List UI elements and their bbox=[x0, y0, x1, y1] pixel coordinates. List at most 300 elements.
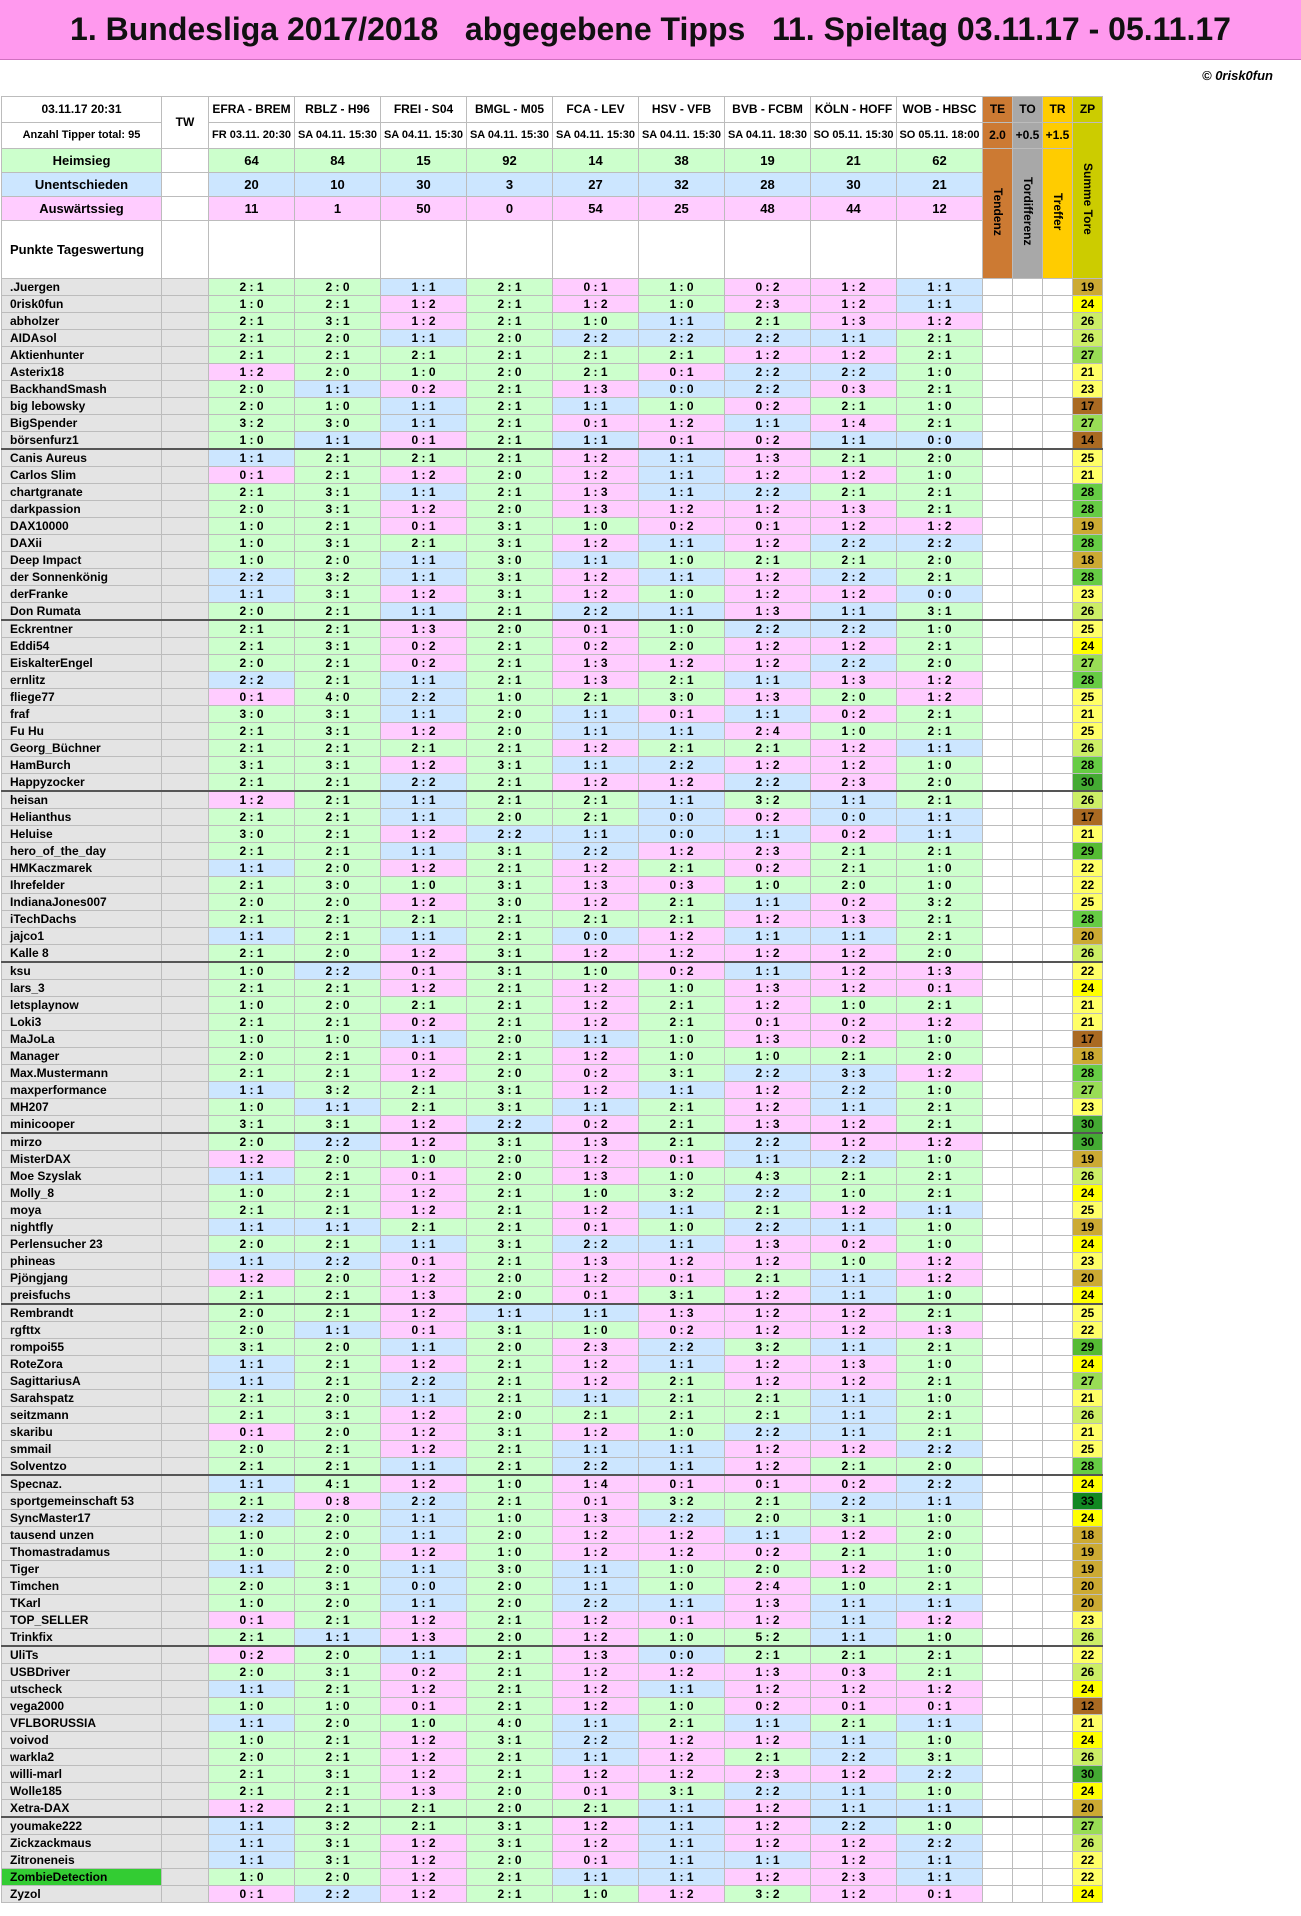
tip-cell: 1 : 2 bbox=[553, 894, 639, 911]
bonus-cell bbox=[1043, 655, 1073, 672]
tip-cell: 1 : 2 bbox=[725, 586, 811, 603]
tip-cell: 1 : 1 bbox=[897, 740, 983, 757]
player-name: RoteZora bbox=[2, 1356, 162, 1373]
tip-cell: 1 : 1 bbox=[381, 552, 467, 569]
tip-cell: 0 : 1 bbox=[209, 689, 295, 706]
table-row bbox=[2, 279, 1103, 296]
tip-cell: 2 : 1 bbox=[811, 1168, 897, 1185]
tip-cell: 1 : 0 bbox=[381, 364, 467, 381]
tip-cell: 1 : 1 bbox=[381, 569, 467, 586]
tip-cell: 1 : 2 bbox=[381, 894, 467, 911]
tw-cell bbox=[162, 1424, 209, 1441]
bonus-cell bbox=[1013, 689, 1043, 706]
tw-cell bbox=[162, 945, 209, 963]
tip-cell: 2 : 1 bbox=[639, 1014, 725, 1031]
tip-cell: 2 : 0 bbox=[467, 1168, 553, 1185]
tip-cell: 2 : 1 bbox=[295, 980, 381, 997]
tip-cell: 2 : 1 bbox=[295, 1014, 381, 1031]
bonus-cell bbox=[983, 296, 1013, 313]
tip-cell: 3 : 1 bbox=[209, 1339, 295, 1356]
tip-cell: 1 : 2 bbox=[725, 501, 811, 518]
tip-cell: 1 : 1 bbox=[639, 723, 725, 740]
zp-cell: 24 bbox=[1073, 1886, 1103, 1903]
tw-cell bbox=[162, 620, 209, 638]
bonus-cell bbox=[1043, 1304, 1073, 1322]
bonus-cell bbox=[1043, 569, 1073, 586]
bonus-cell bbox=[983, 1356, 1013, 1373]
tip-cell: 1 : 0 bbox=[725, 1048, 811, 1065]
tip-cell: 0 : 2 bbox=[553, 1116, 639, 1134]
table-row bbox=[2, 449, 1103, 467]
tip-cell: 1 : 1 bbox=[897, 279, 983, 296]
tip-cell: 3 : 1 bbox=[295, 1664, 381, 1681]
zp-cell: 27 bbox=[1073, 1082, 1103, 1099]
tip-cell: 1 : 2 bbox=[553, 1270, 639, 1287]
tip-cell: 2 : 2 bbox=[295, 1253, 381, 1270]
tip-cell: 1 : 1 bbox=[811, 1783, 897, 1800]
player-name: Zitroneneis bbox=[2, 1852, 162, 1869]
zp-cell: 12 bbox=[1073, 1698, 1103, 1715]
table-row bbox=[2, 1065, 1103, 1082]
zp-cell: 24 bbox=[1073, 1681, 1103, 1698]
tip-cell: 2 : 1 bbox=[467, 1646, 553, 1664]
player-name: maxperformance bbox=[2, 1082, 162, 1099]
tw-cell bbox=[162, 296, 209, 313]
tip-cell: 2 : 1 bbox=[897, 1646, 983, 1664]
count-draw: 20 bbox=[209, 173, 295, 197]
tip-cell: 1 : 0 bbox=[209, 518, 295, 535]
table-row bbox=[2, 1510, 1103, 1527]
zp-cell: 26 bbox=[1073, 330, 1103, 347]
bonus-cell bbox=[1043, 1629, 1073, 1647]
zp-cell: 22 bbox=[1073, 1852, 1103, 1869]
match-name: FCA - LEV bbox=[553, 97, 639, 123]
bonus-cell bbox=[1043, 432, 1073, 450]
player-name: Rembrandt bbox=[2, 1304, 162, 1322]
zp-cell: 19 bbox=[1073, 1219, 1103, 1236]
tip-cell: 1 : 2 bbox=[553, 1766, 639, 1783]
tip-cell: 2 : 0 bbox=[467, 620, 553, 638]
tw-cell bbox=[162, 1732, 209, 1749]
bonus-cell bbox=[983, 791, 1013, 809]
tip-cell: 2 : 1 bbox=[295, 843, 381, 860]
tip-cell: 1 : 1 bbox=[811, 1732, 897, 1749]
tip-cell: 2 : 0 bbox=[467, 1800, 553, 1818]
tw-cell bbox=[162, 1356, 209, 1373]
bonus-cell bbox=[1013, 877, 1043, 894]
table-row bbox=[2, 1612, 1103, 1629]
tip-cell: 1 : 0 bbox=[811, 1578, 897, 1595]
bonus-cell bbox=[983, 672, 1013, 689]
tip-cell: 2 : 3 bbox=[811, 1869, 897, 1886]
bonus-cell bbox=[983, 484, 1013, 501]
tip-cell: 1 : 2 bbox=[553, 860, 639, 877]
tw-cell bbox=[162, 1407, 209, 1424]
tip-cell: 1 : 3 bbox=[811, 313, 897, 330]
tip-cell: 2 : 1 bbox=[467, 1458, 553, 1476]
tip-cell: 0 : 1 bbox=[725, 518, 811, 535]
tip-cell: 2 : 0 bbox=[467, 706, 553, 723]
tip-cell: 1 : 0 bbox=[897, 1561, 983, 1578]
bonus-cell bbox=[1013, 638, 1043, 655]
tip-cell: 0 : 2 bbox=[811, 706, 897, 723]
bonus-cell bbox=[1013, 860, 1043, 877]
tip-cell: 1 : 3 bbox=[553, 672, 639, 689]
table-row bbox=[2, 1304, 1103, 1322]
bonus-cell bbox=[1043, 791, 1073, 809]
tip-cell: 0 : 1 bbox=[725, 1475, 811, 1493]
tip-cell: 1 : 1 bbox=[553, 826, 639, 843]
zp-cell: 29 bbox=[1073, 843, 1103, 860]
tip-cell: 1 : 1 bbox=[553, 1561, 639, 1578]
zp-cell: 28 bbox=[1073, 1458, 1103, 1476]
tw-cell bbox=[162, 1578, 209, 1595]
bonus-cell bbox=[983, 1766, 1013, 1783]
tip-cell: 2 : 0 bbox=[897, 1527, 983, 1544]
bonus-cell bbox=[983, 1339, 1013, 1356]
tip-cell: 2 : 0 bbox=[295, 860, 381, 877]
zp-cell: 26 bbox=[1073, 1629, 1103, 1647]
tw-cell bbox=[162, 791, 209, 809]
zp-cell: 26 bbox=[1073, 1835, 1103, 1852]
zp-cell: 20 bbox=[1073, 1595, 1103, 1612]
tip-cell: 1 : 0 bbox=[639, 1629, 725, 1647]
zp-cell: 22 bbox=[1073, 877, 1103, 894]
tip-cell: 0 : 2 bbox=[553, 638, 639, 655]
bonus-cell bbox=[1013, 1561, 1043, 1578]
bonus-cell bbox=[1013, 774, 1043, 792]
tip-cell: 2 : 1 bbox=[897, 415, 983, 432]
tip-cell: 2 : 1 bbox=[725, 1202, 811, 1219]
bonus-cell bbox=[983, 569, 1013, 586]
tip-cell: 2 : 0 bbox=[467, 467, 553, 484]
zp-cell: 24 bbox=[1073, 296, 1103, 313]
tip-cell: 1 : 2 bbox=[381, 826, 467, 843]
tip-cell: 1 : 0 bbox=[209, 552, 295, 569]
tip-cell: 3 : 0 bbox=[467, 894, 553, 911]
tip-cell: 1 : 2 bbox=[553, 1698, 639, 1715]
count-away: 0 bbox=[467, 197, 553, 221]
tip-cell: 1 : 3 bbox=[553, 501, 639, 518]
tw-cell bbox=[162, 655, 209, 672]
tip-cell: 2 : 2 bbox=[725, 484, 811, 501]
bonus-cell bbox=[1013, 1817, 1043, 1835]
zp-cell: 22 bbox=[1073, 1322, 1103, 1339]
zp-cell: 28 bbox=[1073, 569, 1103, 586]
bonus-cell bbox=[1043, 1031, 1073, 1048]
tip-cell: 1 : 1 bbox=[639, 1681, 725, 1698]
bonus-cell bbox=[983, 1065, 1013, 1082]
tip-cell: 1 : 0 bbox=[209, 1698, 295, 1715]
label-unentschieden: Unentschieden bbox=[2, 173, 162, 197]
count-draw: 10 bbox=[295, 173, 381, 197]
tip-cell: 2 : 1 bbox=[467, 1253, 553, 1270]
tip-cell: 2 : 1 bbox=[209, 877, 295, 894]
tip-cell: 2 : 2 bbox=[295, 1886, 381, 1903]
count-home: 21 bbox=[811, 149, 897, 173]
tip-cell: 1 : 2 bbox=[381, 1869, 467, 1886]
tip-cell: 1 : 0 bbox=[639, 552, 725, 569]
zp-cell: 25 bbox=[1073, 894, 1103, 911]
tip-cell: 2 : 1 bbox=[811, 398, 897, 415]
tip-cell: 3 : 1 bbox=[639, 1783, 725, 1800]
tip-cell: 1 : 2 bbox=[553, 467, 639, 484]
tw-cell bbox=[162, 1014, 209, 1031]
tw-cell bbox=[162, 603, 209, 621]
bonus-cell bbox=[1013, 1766, 1043, 1783]
zp-cell: 25 bbox=[1073, 1202, 1103, 1219]
tw-cell bbox=[162, 843, 209, 860]
table-row bbox=[2, 1800, 1103, 1818]
zp-cell: 25 bbox=[1073, 1304, 1103, 1322]
tip-cell: 3 : 1 bbox=[467, 1236, 553, 1253]
tip-cell: 1 : 1 bbox=[811, 1390, 897, 1407]
tip-cell: 2 : 0 bbox=[725, 1510, 811, 1527]
bonus-cell bbox=[1043, 945, 1073, 963]
tip-cell: 1 : 2 bbox=[811, 740, 897, 757]
tip-cell: 2 : 1 bbox=[295, 467, 381, 484]
bonus-cell bbox=[1043, 398, 1073, 415]
tip-cell: 0 : 0 bbox=[639, 809, 725, 826]
bonus-cell bbox=[983, 1800, 1013, 1818]
tip-cell: 1 : 1 bbox=[381, 279, 467, 296]
player-name: Eddi54 bbox=[2, 638, 162, 655]
player-name: heisan bbox=[2, 791, 162, 809]
tw-cell bbox=[162, 1561, 209, 1578]
bonus-cell bbox=[983, 1749, 1013, 1766]
tip-cell: 1 : 1 bbox=[811, 928, 897, 945]
table-row bbox=[2, 1048, 1103, 1065]
tip-cell: 1 : 2 bbox=[897, 1065, 983, 1082]
bonus-cell bbox=[1013, 1322, 1043, 1339]
tw-cell bbox=[162, 364, 209, 381]
tip-cell: 1 : 2 bbox=[553, 296, 639, 313]
bonus-cell bbox=[1013, 962, 1043, 980]
player-name: utscheck bbox=[2, 1681, 162, 1698]
zp-cell: 22 bbox=[1073, 1869, 1103, 1886]
table-row bbox=[2, 1458, 1103, 1476]
player-name: Loki3 bbox=[2, 1014, 162, 1031]
tip-cell: 2 : 1 bbox=[467, 638, 553, 655]
zp-cell: 22 bbox=[1073, 962, 1103, 980]
table-row bbox=[2, 1886, 1103, 1903]
tip-cell: 2 : 2 bbox=[811, 620, 897, 638]
tip-cell: 2 : 1 bbox=[295, 449, 381, 467]
tip-cell: 3 : 2 bbox=[295, 1817, 381, 1835]
player-name: ernlitz bbox=[2, 672, 162, 689]
tip-cell: 2 : 1 bbox=[553, 347, 639, 364]
tip-cell: 1 : 1 bbox=[209, 860, 295, 877]
tip-cell: 1 : 2 bbox=[725, 1835, 811, 1852]
tip-cell: 2 : 1 bbox=[639, 672, 725, 689]
tip-cell: 1 : 1 bbox=[897, 1869, 983, 1886]
tip-cell: 2 : 1 bbox=[897, 1424, 983, 1441]
tip-cell: 1 : 1 bbox=[553, 1099, 639, 1116]
tip-cell: 2 : 1 bbox=[553, 791, 639, 809]
tip-cell: 1 : 1 bbox=[295, 1629, 381, 1647]
tip-cell: 1 : 3 bbox=[639, 1304, 725, 1322]
tip-cell: 2 : 2 bbox=[897, 1835, 983, 1852]
bonus-cell bbox=[1043, 1493, 1073, 1510]
tip-cell: 1 : 0 bbox=[897, 1629, 983, 1647]
tip-cell: 1 : 0 bbox=[725, 877, 811, 894]
tip-cell: 3 : 1 bbox=[467, 962, 553, 980]
tip-cell: 0 : 2 bbox=[381, 1014, 467, 1031]
table-row bbox=[2, 1322, 1103, 1339]
tw-cell bbox=[162, 432, 209, 450]
zp-cell: 30 bbox=[1073, 1766, 1103, 1783]
tip-cell: 1 : 0 bbox=[639, 296, 725, 313]
zp-cell: 26 bbox=[1073, 945, 1103, 963]
zp-cell: 19 bbox=[1073, 1544, 1103, 1561]
tip-cell: 2 : 1 bbox=[209, 911, 295, 928]
bonus-cell bbox=[1043, 1458, 1073, 1476]
tip-cell: 1 : 2 bbox=[811, 1852, 897, 1869]
player-name: moya bbox=[2, 1202, 162, 1219]
table-row bbox=[2, 791, 1103, 809]
tip-cell: 1 : 1 bbox=[209, 1082, 295, 1099]
tip-cell: 2 : 1 bbox=[295, 774, 381, 792]
tip-cell: 1 : 0 bbox=[639, 1698, 725, 1715]
tw-cell bbox=[162, 740, 209, 757]
tw-cell bbox=[162, 1886, 209, 1903]
tip-cell: 3 : 1 bbox=[295, 1578, 381, 1595]
tip-cell: 3 : 1 bbox=[639, 1065, 725, 1082]
zp-cell: 28 bbox=[1073, 535, 1103, 552]
tip-cell: 2 : 1 bbox=[467, 1219, 553, 1236]
player-name: vega2000 bbox=[2, 1698, 162, 1715]
tw-cell bbox=[162, 894, 209, 911]
tip-cell: 2 : 2 bbox=[811, 569, 897, 586]
tip-cell: 3 : 0 bbox=[209, 826, 295, 843]
tw-cell bbox=[162, 415, 209, 432]
bonus-cell bbox=[1013, 757, 1043, 774]
tip-cell: 1 : 1 bbox=[639, 1595, 725, 1612]
zp-cell: 23 bbox=[1073, 586, 1103, 603]
tip-cell: 2 : 2 bbox=[897, 1441, 983, 1458]
match-time: SA 04.11. 15:30 bbox=[639, 123, 725, 149]
tip-cell: 2 : 1 bbox=[639, 1715, 725, 1732]
count-home: 14 bbox=[553, 149, 639, 173]
match-time: SO 05.11. 18:00 bbox=[897, 123, 983, 149]
tip-cell: 2 : 1 bbox=[467, 449, 553, 467]
tip-cell: 3 : 1 bbox=[295, 706, 381, 723]
bonus-cell bbox=[983, 1698, 1013, 1715]
tip-cell: 2 : 1 bbox=[467, 655, 553, 672]
tip-cell: 2 : 2 bbox=[725, 1783, 811, 1800]
tip-cell: 1 : 1 bbox=[639, 313, 725, 330]
tip-cell: 1 : 2 bbox=[811, 1886, 897, 1903]
tip-cell: 3 : 0 bbox=[467, 552, 553, 569]
tw-cell bbox=[162, 1253, 209, 1270]
tip-cell: 2 : 1 bbox=[897, 1407, 983, 1424]
tip-cell: 1 : 2 bbox=[553, 1681, 639, 1698]
tip-cell: 1 : 2 bbox=[381, 1852, 467, 1869]
tip-cell: 1 : 2 bbox=[553, 1527, 639, 1544]
table-row bbox=[2, 1390, 1103, 1407]
tw-cell bbox=[162, 398, 209, 415]
tip-cell: 2 : 0 bbox=[467, 1852, 553, 1869]
tw-cell bbox=[162, 1715, 209, 1732]
tw-cell bbox=[162, 535, 209, 552]
tip-cell: 2 : 2 bbox=[553, 843, 639, 860]
tip-cell: 0 : 1 bbox=[553, 1287, 639, 1305]
tip-cell: 1 : 1 bbox=[381, 672, 467, 689]
tip-cell: 1 : 2 bbox=[553, 1817, 639, 1835]
player-name: Zickzackmaus bbox=[2, 1835, 162, 1852]
tip-cell: 1 : 0 bbox=[639, 1219, 725, 1236]
player-name: fliege77 bbox=[2, 689, 162, 706]
tip-cell: 1 : 2 bbox=[381, 980, 467, 997]
bonus-cell bbox=[983, 279, 1013, 296]
bonus-cell bbox=[1043, 1749, 1073, 1766]
bonus-cell bbox=[1013, 1800, 1043, 1818]
tip-cell: 2 : 1 bbox=[897, 791, 983, 809]
zp-cell: 19 bbox=[1073, 1561, 1103, 1578]
zp-cell: 21 bbox=[1073, 706, 1103, 723]
zp-cell: 27 bbox=[1073, 1817, 1103, 1835]
bonus-cell bbox=[983, 1014, 1013, 1031]
tip-cell: 1 : 1 bbox=[209, 1168, 295, 1185]
tw-cell bbox=[162, 1202, 209, 1219]
tip-cell: 2 : 0 bbox=[467, 1031, 553, 1048]
tip-cell: 1 : 1 bbox=[639, 569, 725, 586]
tip-cell: 2 : 1 bbox=[295, 928, 381, 945]
table-row bbox=[2, 706, 1103, 723]
zp-cell: 28 bbox=[1073, 672, 1103, 689]
tw-cell bbox=[162, 279, 209, 296]
zp-cell: 26 bbox=[1073, 1407, 1103, 1424]
tip-cell: 2 : 3 bbox=[725, 1766, 811, 1783]
tip-cell: 1 : 2 bbox=[639, 1664, 725, 1681]
bonus-cell bbox=[1043, 1185, 1073, 1202]
tip-cell: 1 : 0 bbox=[639, 1168, 725, 1185]
bonus-cell bbox=[1013, 1116, 1043, 1134]
tip-cell: 2 : 1 bbox=[467, 296, 553, 313]
tw-cell bbox=[162, 449, 209, 467]
tip-cell: 1 : 2 bbox=[381, 296, 467, 313]
bonus-cell bbox=[1043, 296, 1073, 313]
tip-cell: 1 : 2 bbox=[639, 1253, 725, 1270]
tip-cell: 1 : 1 bbox=[725, 1715, 811, 1732]
tip-cell: 2 : 1 bbox=[725, 313, 811, 330]
tip-cell: 1 : 2 bbox=[381, 1185, 467, 1202]
tip-cell: 3 : 2 bbox=[209, 415, 295, 432]
tip-cell: 2 : 0 bbox=[897, 655, 983, 672]
bonus-cell bbox=[983, 1270, 1013, 1287]
tip-cell: 0 : 1 bbox=[381, 1698, 467, 1715]
zp-cell: 19 bbox=[1073, 1151, 1103, 1168]
player-name: HamBurch bbox=[2, 757, 162, 774]
tip-cell: 1 : 1 bbox=[811, 1339, 897, 1356]
tip-cell: 0 : 2 bbox=[381, 381, 467, 398]
tip-cell: 2 : 1 bbox=[467, 1681, 553, 1698]
table-row bbox=[2, 1202, 1103, 1219]
tip-cell: 1 : 2 bbox=[811, 638, 897, 655]
tip-cell: 1 : 1 bbox=[811, 1287, 897, 1305]
tip-cell: 0 : 1 bbox=[639, 1612, 725, 1629]
tip-cell: 1 : 2 bbox=[725, 1373, 811, 1390]
tip-cell: 2 : 1 bbox=[295, 1749, 381, 1766]
tip-cell: 1 : 2 bbox=[381, 1886, 467, 1903]
tip-cell: 1 : 1 bbox=[553, 1578, 639, 1595]
bonus-cell bbox=[1013, 706, 1043, 723]
tip-cell: 2 : 0 bbox=[725, 1561, 811, 1578]
tip-cell: 2 : 1 bbox=[295, 655, 381, 672]
tip-cell: 1 : 0 bbox=[209, 535, 295, 552]
bonus-cell bbox=[1013, 1407, 1043, 1424]
tip-cell: 1 : 0 bbox=[897, 1732, 983, 1749]
